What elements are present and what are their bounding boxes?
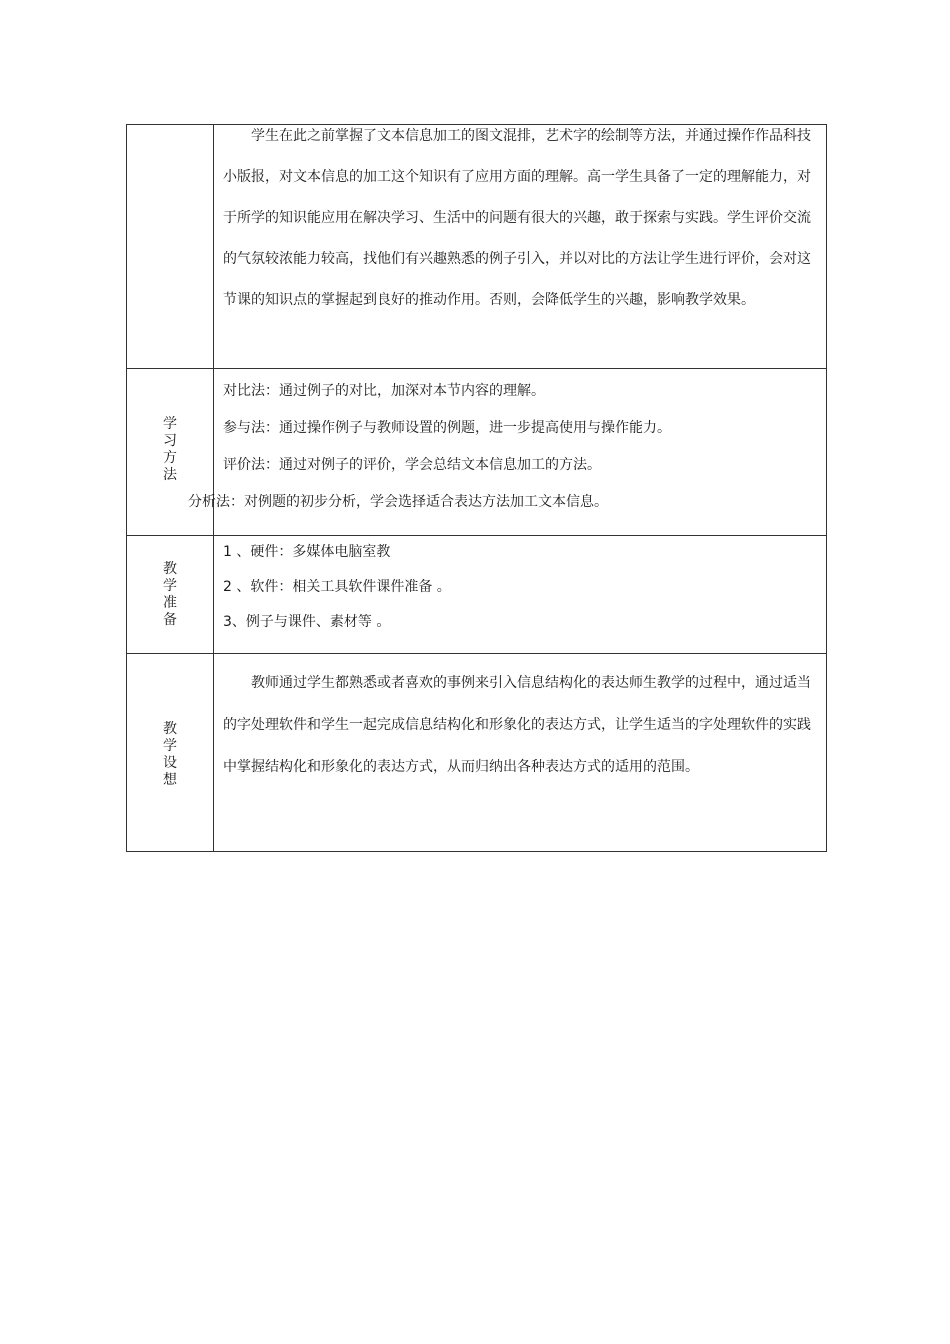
method-line: 评价法：通过对例子的评价，学会总结文本信息加工的方法。 xyxy=(223,457,601,473)
learning-methods-cell xyxy=(188,369,827,536)
method-line: 分析法：对例题的初步分析，学会选择适合表达方法加工文本信息。 xyxy=(188,494,608,510)
table-row-teaching-preparation xyxy=(127,536,827,654)
teaching-preparation-cell xyxy=(214,536,827,654)
teaching-preparation-label: 教 学 准 备 xyxy=(127,536,214,654)
student-analysis-text: 学生在此之前掌握了文本信息加工的图文混排，艺术字的绘制等方法，并通过操作作品科技小版报，对文本信息的加工这个知识有了应用方面的理解。高一学生具备了一定的理解能力，对于所学的知识能应用在解决学习、生活中的问题有很大的兴趣，敢于探索与实践。学生评价交流的气氛较浓能力较高，找他们有兴趣熟悉的例子引入，并以对比的方法让学生进行评价，会对这节课的知识点的掌握起到良好的推动作用。否则，会降低学生的兴趣，影响教学效果。 xyxy=(223,128,811,308)
preparation-line: 3、例子与课件、素材等 。 xyxy=(223,614,391,630)
teaching-concept-label: 教 学 设 想 xyxy=(127,654,214,852)
learning-methods-label: 学 习 方 法 xyxy=(127,369,214,536)
row-label-empty xyxy=(127,125,214,369)
preparation-line: 2 、软件：相关工具软件课件准备 。 xyxy=(223,579,451,595)
table-row-teaching-concept xyxy=(127,654,827,852)
method-line: 对比法：通过例子的对比，加深对本节内容的理解。 xyxy=(223,383,545,399)
method-line: 参与法：通过操作例子与教师设置的例题，进一步提高使用与操作能力。 xyxy=(223,420,671,436)
table-row-learning-methods xyxy=(127,369,827,536)
student-analysis-cell xyxy=(214,125,827,369)
teaching-concept-cell xyxy=(214,654,827,852)
preparation-line: 1 、硬件：多媒体电脑室教 xyxy=(223,544,391,560)
teaching-concept-text: 教师通过学生都熟悉或者喜欢的事例来引入信息结构化的表达师生教学的过程中，通过适当的字处理软件和学生一起完成信息结构化和形象化的表达方式，让学生适当的字处理软件的实践中掌握结构化和形象化的表达方式，从而归纳出各种表达方式的适用的范围。 xyxy=(223,675,811,775)
table-row-student-analysis xyxy=(127,125,827,369)
lesson-plan-table xyxy=(126,124,827,852)
